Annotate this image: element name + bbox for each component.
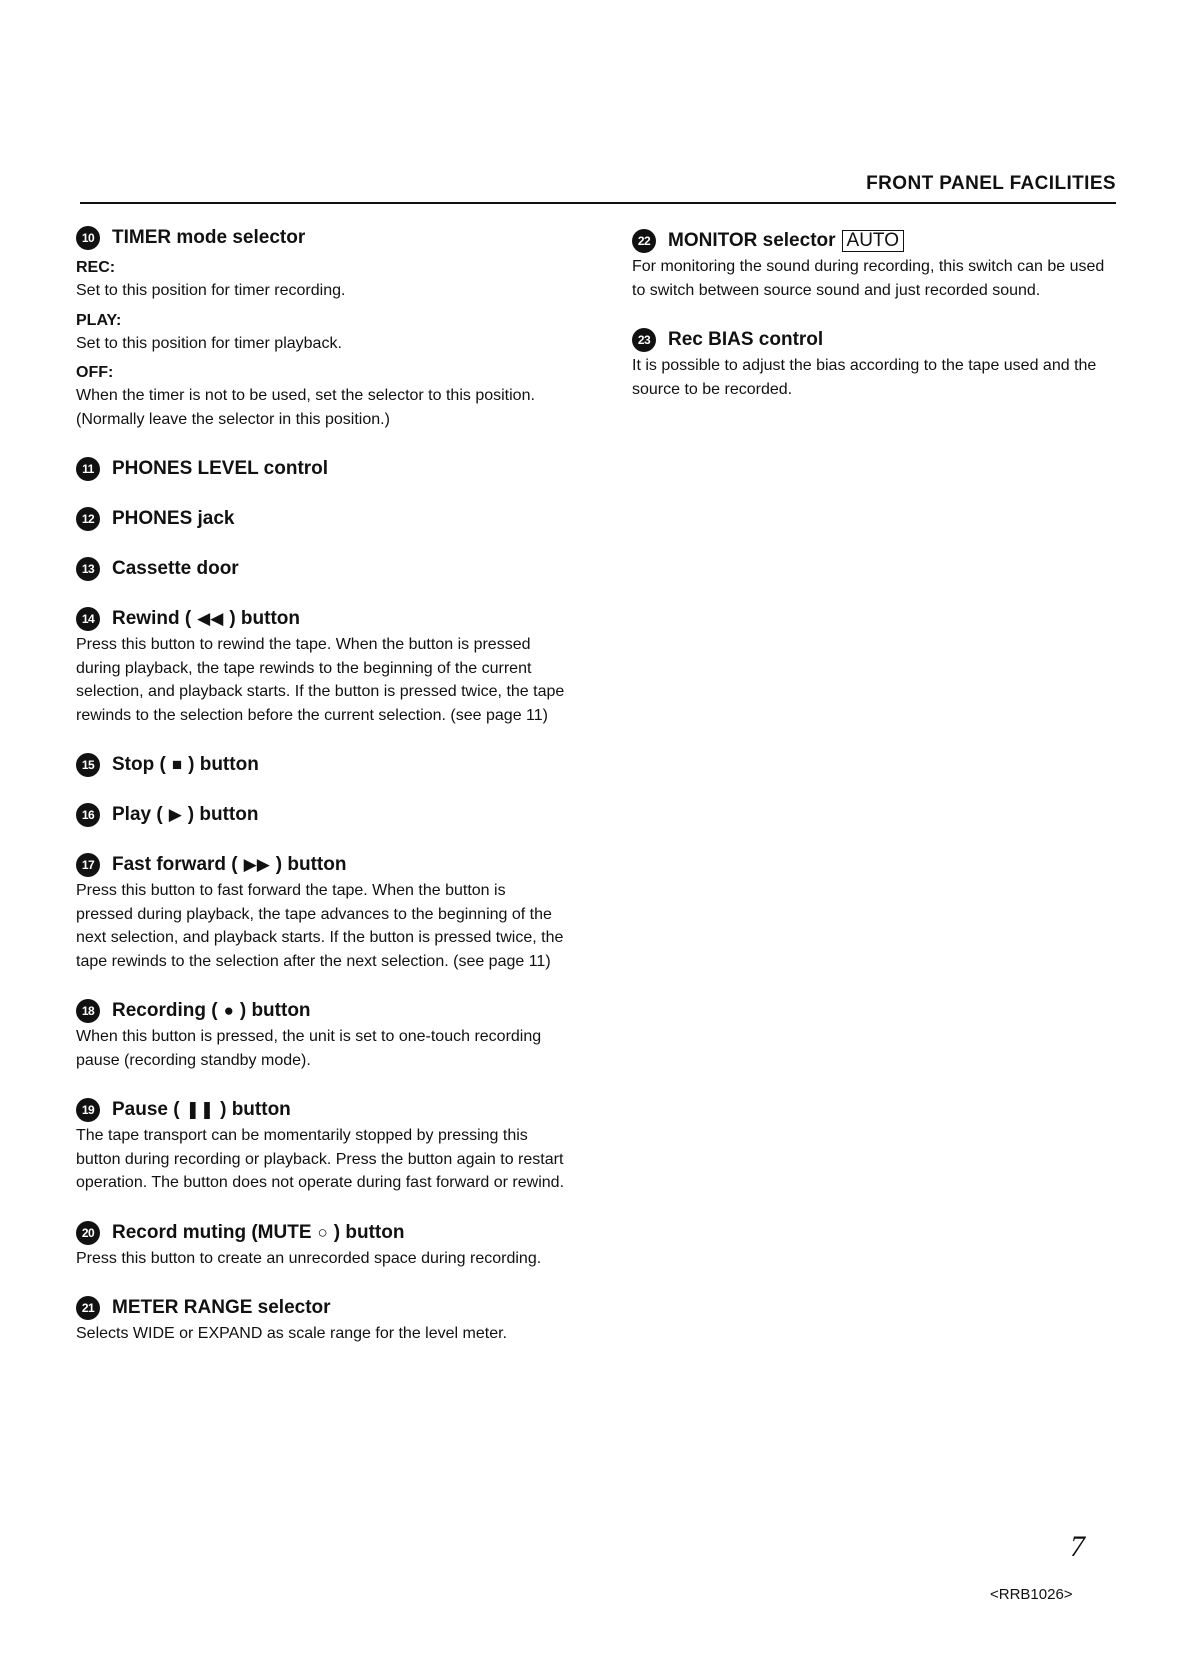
- item-number-badge: 21: [76, 1296, 100, 1320]
- feature-title-suffix: ) button: [188, 754, 259, 775]
- item-number-badge: 18: [76, 999, 100, 1023]
- feature-heading: [76, 226, 566, 250]
- feature-title: Rec BIAS control: [668, 329, 824, 350]
- feature-heading: [76, 507, 566, 531]
- position-description: When the timer is not to be used, set the selector to this position. (Normally leave the selector in this position.): [76, 387, 535, 428]
- item-number-badge: 13: [76, 557, 100, 581]
- feature-description: Selects WIDE or EXPAND as scale range for the level meter.: [76, 1325, 507, 1342]
- feature-title-suffix: ) button: [333, 1221, 405, 1243]
- item-number-badge: 11: [76, 457, 100, 481]
- feature-title: Pause (: [112, 1099, 180, 1120]
- feature-title: Stop (: [112, 754, 166, 775]
- feature-title-suffix: ) button: [220, 1099, 291, 1120]
- feature-title-suffix: ) button: [187, 804, 259, 825]
- feature-heading: [76, 999, 566, 1023]
- item-number-badge: 16: [76, 803, 100, 827]
- feature-item: [76, 1098, 566, 1195]
- feature-description: Press this button to rewind the tape. When the button is pressed during playback, the tape rewinds to the beginning of the current selection, and playback starts. If the button is pressed twice, the tape rewinds to the selection before the current selection. (see page 11): [76, 636, 565, 724]
- button-symbol-icon: ●: [223, 1001, 234, 1020]
- feature-heading: [76, 1221, 566, 1245]
- feature-item: [76, 803, 566, 827]
- feature-title: PHONES LEVEL control: [112, 458, 329, 479]
- header-divider: [80, 202, 1116, 204]
- feature-item: [632, 328, 1118, 401]
- item-number-badge: 10: [76, 226, 100, 250]
- section-title: FRONT PANEL FACILITIES: [866, 173, 1116, 194]
- feature-description: For monitoring the sound during recording, this switch can be used to switch between source sound and just recorded sound.: [632, 258, 1105, 299]
- feature-heading: [76, 853, 566, 877]
- item-number-badge: 14: [76, 607, 100, 631]
- feature-title: Play (: [112, 804, 163, 825]
- feature-heading: [76, 557, 566, 581]
- button-symbol-icon: ◀◀: [197, 609, 224, 628]
- feature-item: [76, 1221, 566, 1271]
- feature-heading: [76, 1296, 566, 1320]
- feature-description: The tape transport can be momentarily stopped by pressing this button during recording or playback. Press the button again to restart operation. The button does not operate during fast forward or rewind.: [76, 1127, 565, 1191]
- feature-title: Fast forward (: [112, 854, 238, 875]
- feature-heading: [76, 753, 566, 777]
- feature-heading: [632, 229, 1118, 253]
- position-label: PLAY:: [76, 311, 122, 329]
- feature-title: METER RANGE selector: [112, 1297, 331, 1318]
- default-setting-box: AUTO: [842, 230, 904, 252]
- feature-heading: [632, 328, 1118, 352]
- item-number-badge: 12: [76, 507, 100, 531]
- item-number-badge: 15: [76, 753, 100, 777]
- page-number: 7: [1070, 1530, 1085, 1563]
- position-description: Set to this position for timer playback.: [76, 334, 342, 352]
- position-label: OFF:: [76, 364, 114, 381]
- feature-item: [76, 226, 566, 431]
- feature-item: [76, 1296, 566, 1346]
- feature-heading: [76, 457, 566, 481]
- feature-heading: [76, 1098, 566, 1122]
- button-symbol-icon: ▶: [168, 805, 182, 824]
- item-number-badge: 19: [76, 1098, 100, 1122]
- right-column: [632, 229, 1118, 427]
- item-number-badge: 17: [76, 853, 100, 877]
- feature-title-suffix: ) button: [229, 608, 301, 629]
- feature-title: MONITOR selector: [668, 230, 836, 251]
- feature-title: Record muting (MUTE: [112, 1221, 312, 1243]
- feature-item: [76, 853, 566, 973]
- left-column: [76, 226, 566, 1372]
- feature-item: [76, 457, 566, 481]
- item-number-badge: 20: [76, 1221, 100, 1245]
- button-symbol-icon: ○: [317, 1222, 328, 1242]
- feature-item: [632, 229, 1118, 302]
- feature-description: Press this button to create an unrecorded space during recording.: [76, 1249, 542, 1267]
- feature-title-suffix: ) button: [239, 1000, 311, 1021]
- item-number-badge: 22: [632, 229, 656, 253]
- button-symbol-icon: ▶▶: [243, 855, 270, 874]
- position-label: REC:: [76, 259, 116, 276]
- feature-title: PHONES jack: [112, 508, 235, 529]
- item-number-badge: 23: [632, 328, 656, 352]
- feature-description: It is possible to adjust the bias according to the tape used and the source to be recorded.: [632, 357, 1097, 398]
- feature-title: Recording (: [112, 1000, 218, 1021]
- feature-item: [76, 607, 566, 727]
- feature-item: [76, 557, 566, 581]
- feature-heading: [76, 607, 566, 631]
- document-code: <RRB1026>: [990, 1586, 1073, 1603]
- feature-item: [76, 999, 566, 1072]
- position-description: Set to this position for timer recording.: [76, 282, 346, 299]
- feature-title: TIMER mode selector: [112, 227, 306, 248]
- feature-item: [76, 753, 566, 777]
- button-symbol-icon: ❚❚: [185, 1100, 215, 1119]
- feature-title: Cassette door: [112, 558, 239, 579]
- feature-title: Rewind (: [112, 608, 192, 629]
- button-symbol-icon: ■: [171, 755, 183, 774]
- feature-heading: [76, 803, 566, 827]
- feature-description: Press this button to fast forward the tape. When the button is pressed during playback, the tape advances to the beginning of the next selection, and playback starts. If the button is pressed twice, the tape rewinds to the selection after the next selection. (see page 11): [76, 882, 564, 970]
- feature-description: When this button is pressed, the unit is set to one-touch recording pause (recording standby mode).: [76, 1028, 542, 1069]
- feature-item: [76, 507, 566, 531]
- feature-title-suffix: ) button: [275, 854, 347, 875]
